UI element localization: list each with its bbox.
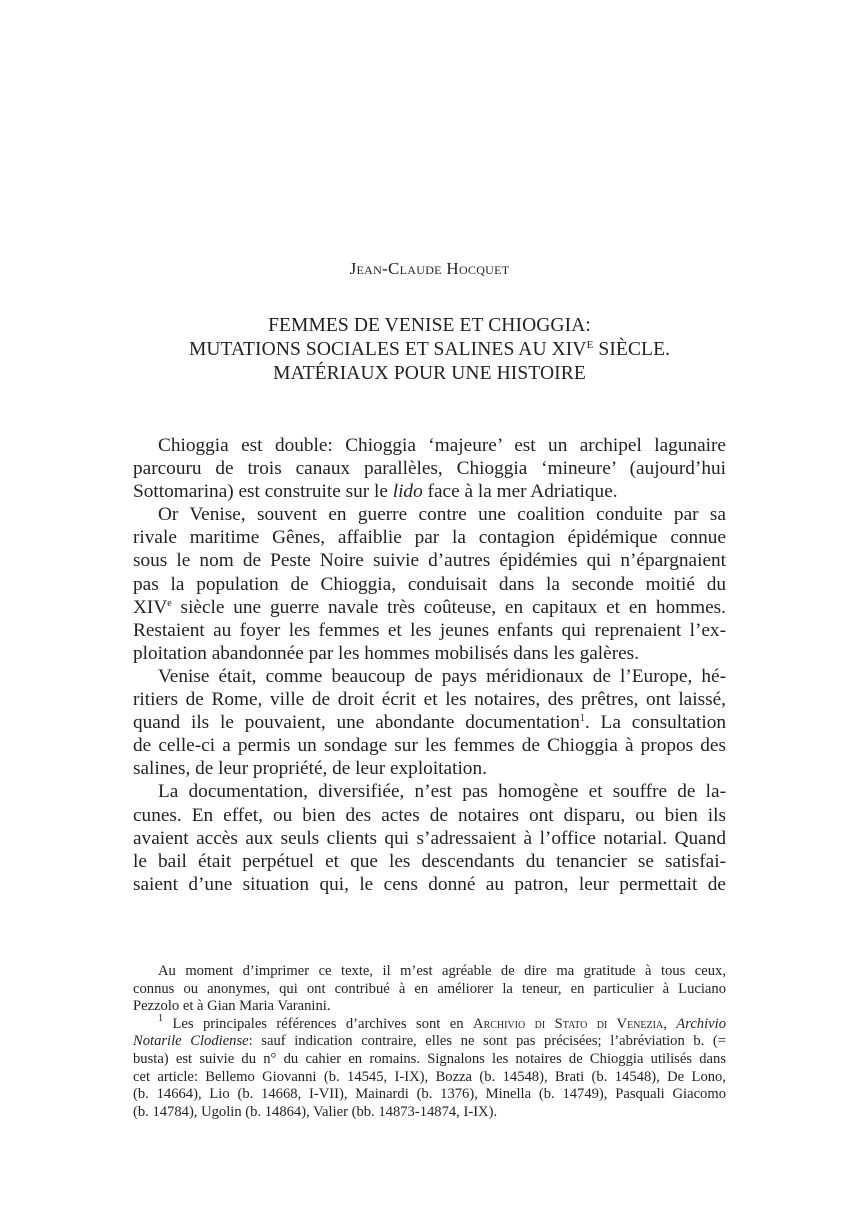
title-line-2-text: MUTATIONS SOCIALES ET SALINES AU XIV (188, 339, 587, 360)
italic-run: Archivio (676, 1015, 726, 1032)
text-line: Venise était, comme beaucoup de pays méridionaux de l’Europe, hé- (158, 665, 726, 687)
text-line: avaient accès aux seuls clients qui s’adressaient à l’office notarial. Quand (133, 827, 726, 849)
text-run: , (663, 1015, 677, 1032)
footnote-line: Au moment d’imprimer ce texte, il m’est agréable de dire ma gratitude à tous ceux, (158, 963, 726, 979)
author-name: Jean-Claude Hocquet (349, 259, 510, 278)
italic-word: lido (392, 481, 423, 503)
text-line: Chioggia est double: Chioggia ‘majeure’ est un archipel lagunaire (158, 435, 726, 456)
text-line: saient d’une situation qui, le cens donné au patron, leur permettait de (133, 873, 726, 895)
text-run: XIV (133, 596, 168, 618)
text-line: pas la population de Chioggia, conduisait dans la seconde moitié du (133, 573, 726, 595)
title-line-2 (133, 338, 726, 362)
text-line: salines, de leur propriété, de leur exploitation. (133, 758, 487, 780)
title-line-3: MATÉRIAUX POUR UNE HISTOIRE (273, 363, 586, 384)
text-line: ritiers de Rome, ville de droit écrit et les notaires, des prêtres, ont laissé, (133, 689, 726, 711)
text-run: face à la mer Adriatique. (422, 481, 618, 503)
text-line: parcouru de trois canaux parallèles, Chioggia ‘mineure’ (aujourd’hui (133, 458, 726, 480)
footnote-line: Pezzolo et à Gian Maria Varanini. (133, 998, 331, 1015)
footnote-line: (b. 14664), Lio (b. 14668, I-VII), Mainardi (b. 1376), Minella (b. 14749), Pasquali Giacomo (133, 1086, 726, 1103)
text-line (133, 480, 726, 503)
footnote-1 (133, 1012, 727, 1122)
footnote-line: cet article: Bellemo Giovanni (b. 14545, I-IX), Bozza (b. 14548), Brati (b. 14548), De Lono, (133, 1068, 726, 1085)
text-line: Restaient au foyer les femmes et les jeunes enfants qui reprenaient l’ex- (133, 619, 726, 641)
title-line-1: FEMMES DE VENISE ET CHIOGGIA: (268, 315, 591, 336)
footnote-line (133, 1033, 726, 1051)
text-run: . La consultation (584, 712, 726, 734)
footnote-reference-1[interactable]: 1 (579, 713, 585, 725)
text-line: sous le nom de Peste Noire suivie d’autres épidémies qui n’épargnaient (133, 550, 726, 572)
paragraph-2 (133, 503, 726, 665)
paragraph-4 (133, 780, 726, 895)
text-run: Sottomarina) est construite sur le (133, 481, 393, 503)
footnote-line: busta) est suivie du n° du cahier en romains. Signalons les notaires de Chioggia utilisés dans (133, 1050, 726, 1067)
footnote-line (133, 1012, 726, 1034)
text-line: ploitation abandonnée par les hommes mobilisés dans les galères. (133, 642, 640, 664)
text-line (133, 596, 726, 619)
text-run: : sauf indication contraire, elles ne sont pas précisées; l’abréviation b. (= (248, 1033, 727, 1050)
paragraph-1 (133, 434, 726, 503)
title-line-2-tail: SIÈCLE. (593, 339, 671, 360)
text-line: Or Venise, souvent en guerre contre une coalition conduite par sa (158, 504, 726, 526)
text-line (133, 711, 726, 734)
footnote-marker: 1 (158, 1012, 163, 1024)
title-superscript: E (586, 339, 594, 351)
paragraph-3 (133, 665, 726, 780)
text-line: La documentation, diversifiée, n’est pas homogène et souffre de la- (158, 781, 726, 803)
archive-name: Archivio di Stato di Venezia (473, 1015, 664, 1032)
italic-run: Notarile Clodiense (133, 1033, 249, 1050)
article-title (133, 314, 726, 386)
text-run: quand ils le pouvaient, une abondante documentation (133, 712, 580, 734)
text-run: siècle une guerre navale très coûteuse, en capitaux et en hommes. (171, 596, 726, 618)
footnote-line: connus ou anonymes, qui ont contribué à en améliorer la teneur, en particulier à Luciano (133, 980, 726, 997)
text-line: le bail était perpétuel et que les descendants du tenancier se satisfai- (133, 850, 726, 872)
text-line: de celle-ci a permis un sondage sur les femmes de Chioggia à propos des (133, 735, 726, 757)
text-line: cunes. En effet, ou bien des actes de notaires ont disparu, ou bien ils (133, 804, 726, 826)
text-line: rivale maritime Gênes, affaiblie par la contagion épidémique connue (133, 527, 726, 549)
body-text (133, 434, 726, 896)
footnotes (133, 963, 726, 1121)
acknowledgement-note (133, 963, 726, 1016)
footnote-line: (b. 14784), Ugolin (b. 14864), Valier (bb. 14873-14874, I-IX). (133, 1103, 498, 1120)
century-superscript: e (167, 597, 172, 609)
text-run: Les principales références d’archives sont en (163, 1015, 474, 1032)
